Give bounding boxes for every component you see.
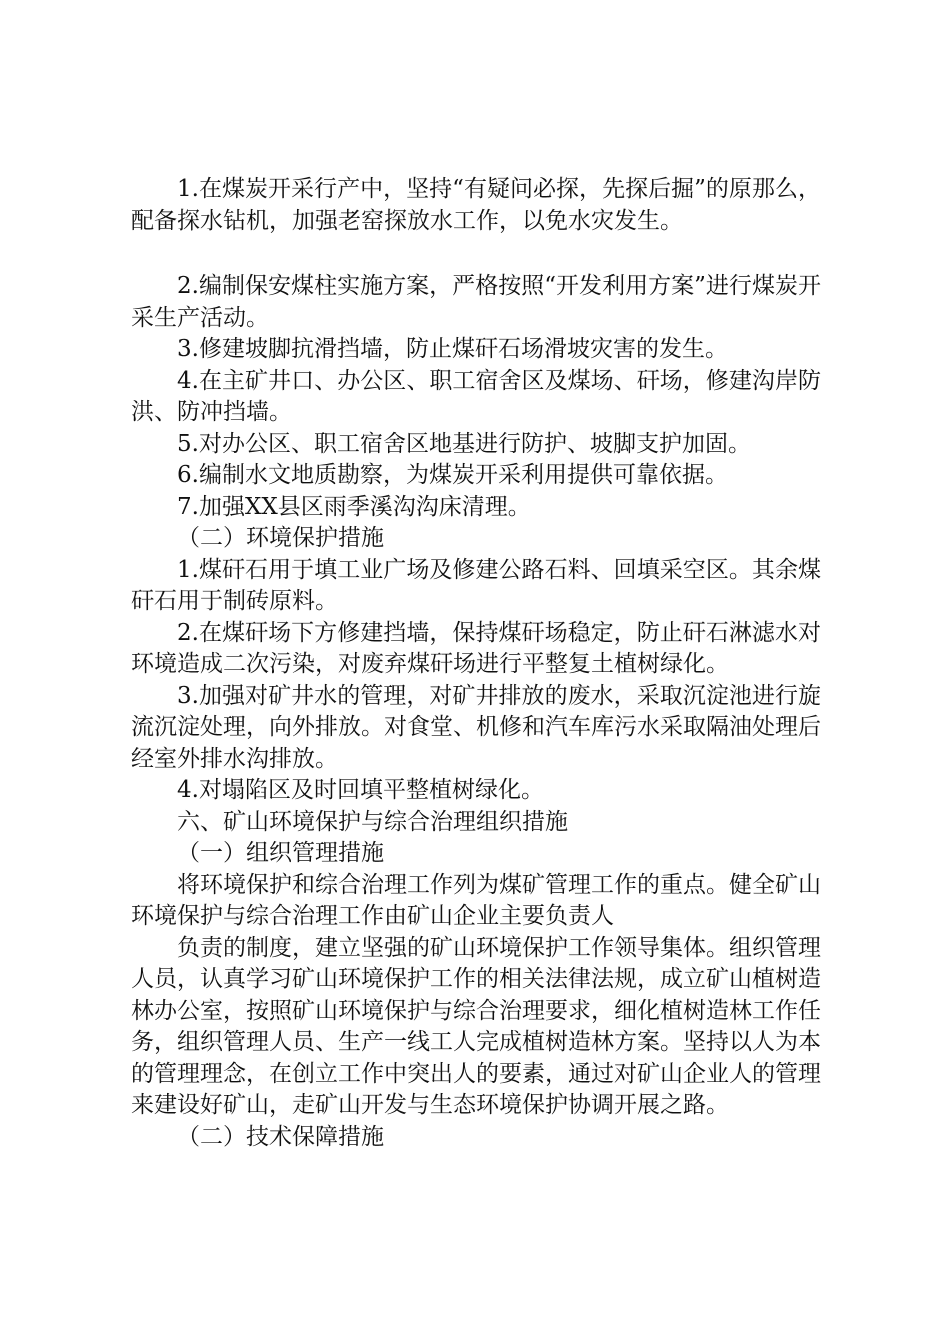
document-body xyxy=(131,174,821,1153)
paragraph-8: 1.煤矸石用于填工业广场及修建公路石料、回填采空区。其余煤矸石用于制砖原料。 xyxy=(131,556,821,614)
paragraph-7: 7.加强XX县区雨季溪沟沟床清理。 xyxy=(177,493,531,520)
section-heading-organization: （一）组织管理措施 xyxy=(177,840,384,866)
paragraph-12: 将环境保护和综合治理工作列为煤矿管理工作的重点。健全矿山环境保护与综合治理工作由矿山企业主要负责人 xyxy=(131,871,821,929)
paragraph-4: 4.在主矿井口、办公区、职工宿舍区及煤场、矸场，修建沟岸防洪、防冲挡墙。 xyxy=(131,367,821,425)
chapter-heading-six: 六、矿山环境保护与综合治理组织措施 xyxy=(177,808,568,835)
section-heading-technical: （二）技术保障措施 xyxy=(177,1123,384,1150)
paragraph-11: 4.对塌陷区及时回填平整植树绿化。 xyxy=(177,777,544,803)
paragraph-2: 2.编制保安煤柱实施方案，严格按照“开发利用方案”进行煤炭开采生产活动。 xyxy=(131,273,821,331)
section-heading-environment: （二）环境保护措施 xyxy=(177,525,384,551)
paragraph-5: 5.对办公区、职工宿舍区地基进行防护、坡脚支护加固。 xyxy=(177,430,751,457)
paragraph-6: 6.编制水文地质勘察，为煤炭开采利用提供可靠依据。 xyxy=(177,462,728,488)
paragraph-10: 3.加强对矿井水的管理，对矿井排放的废水，采取沉淀池进行旋流沉淀处理，向外排放。对食堂、机修和汽车库污水采取隔油处理后经室外排水沟排放。 xyxy=(131,682,821,772)
paragraph-3: 3.修建坡脚抗滑挡墙，防止煤矸石场滑坡灾害的发生。 xyxy=(177,336,728,362)
paragraph-9: 2.在煤矸场下方修建挡墙，保持煤矸场稳定，防止矸石淋滤水对环境造成二次污染，对废弃煤矸场进行平整复土植树绿化。 xyxy=(131,619,821,677)
paragraph-13: 负责的制度，建立坚强的矿山环境保护工作领导集体。组织管理人员，认真学习矿山环境保护工作的相关法律法规，成立矿山植树造林办公室，按照矿山环境保护与综合治理要求，细化植树造林工作任务，组织管理人员、生产一线工人完成植树造林方案。坚持以人为本的管理理念，在创立工作中突出人的要素，通过对矿山企业人的管理来建设好矿山，走矿山开发与生态环境保护协调开展之路。 xyxy=(131,934,821,1118)
paragraph-1: 1.在煤炭开采行产中，坚持“有疑问必探，先探后掘”的原那么，配备探水钻机，加强老窑探放水工作，以免水灾发生。 xyxy=(131,176,821,234)
